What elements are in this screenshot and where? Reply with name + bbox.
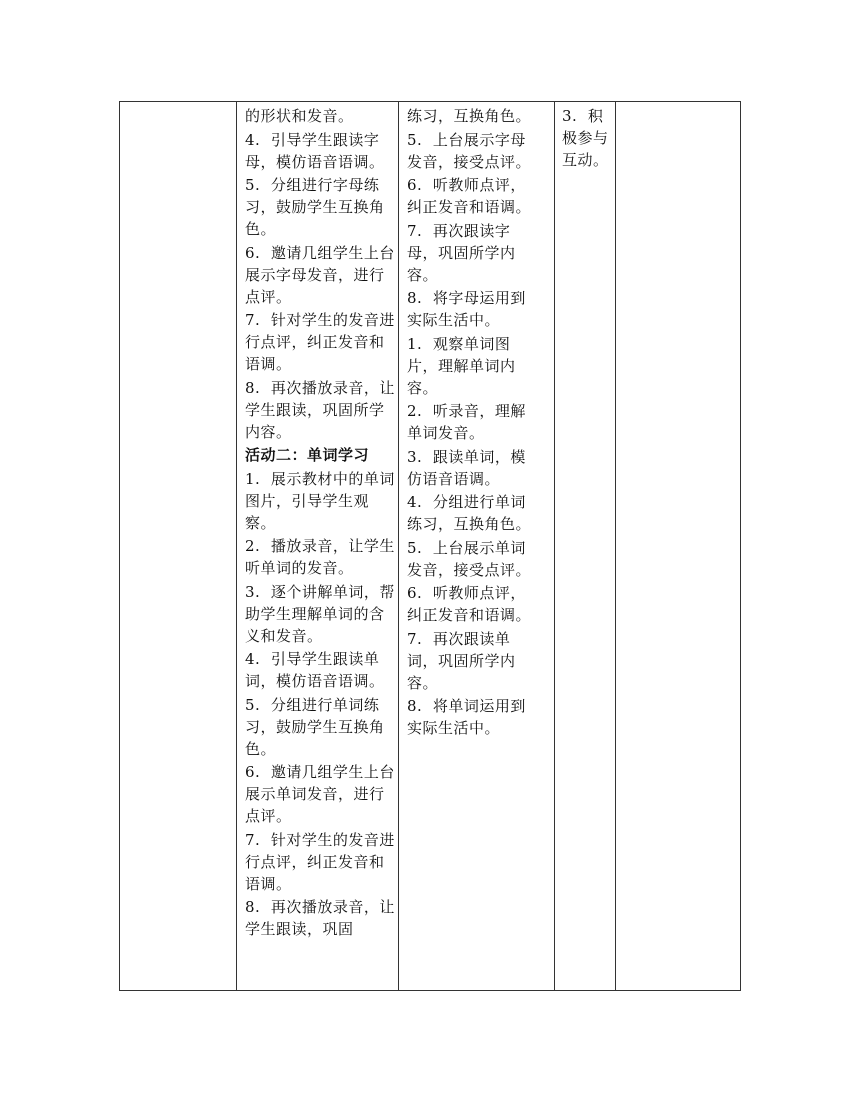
- student-activity-item: 8. 将单词运用到实际生活中。: [407, 697, 526, 737]
- teacher-activity-item: 5. 分组进行字母练习，鼓励学生互换角色。: [245, 176, 385, 238]
- teacher-activity-item: 7. 针对学生的发音进行点评，纠正发音和语调。: [245, 311, 395, 373]
- column-divider: [236, 102, 237, 990]
- student-activity-item: 8. 将字母运用到实际生活中。: [407, 289, 526, 329]
- student-activities-cell: [407, 105, 537, 741]
- student-activity-item: 5. 上台展示单词发音，接受点评。: [407, 538, 532, 579]
- teacher-activity-item: 5. 分组进行单词练习，鼓励学生互换角色。: [245, 695, 385, 758]
- student-activity-item: 3. 跟读单词，模仿语音语调。: [407, 447, 526, 488]
- teacher-activity-item: 1. 展示教材中的单词图片，引导学生观察。: [245, 469, 395, 532]
- column-divider: [615, 102, 616, 990]
- teacher-activity-item: 3. 逐个讲解单词，帮助学生理解单词的含义和发音。: [245, 582, 395, 645]
- student-activity-item: 4. 分组进行单词练习，互换角色。: [407, 493, 532, 533]
- teacher-activity-item: 2. 播放录音，让学生听单词的发音。: [245, 537, 395, 577]
- teacher-activity-item: 8. 再次播放录音，让学生跟读，巩固所学内容。: [245, 378, 395, 441]
- student-activity-item: 练习，互换角色。: [407, 107, 532, 125]
- teacher-activity-item: 8. 再次播放录音，让学生跟读，巩固: [245, 898, 395, 938]
- section-heading: 活动二：单词学习: [245, 446, 370, 464]
- teacher-activity-item: 4. 引导学生跟读字母，模仿语音语调。: [245, 130, 385, 171]
- teacher-activity-item: 4. 引导学生跟读单词，模仿语音语调。: [245, 650, 385, 690]
- evaluation-text: 3. 积极参与互动。: [562, 107, 609, 169]
- column-divider: [554, 102, 555, 990]
- student-activity-item: 7. 再次跟读单词，巩固所学内容。: [407, 629, 516, 692]
- student-activity-item: 1. 观察单词图片，理解单词内容。: [407, 334, 516, 397]
- lesson-plan-table: [119, 101, 741, 991]
- teacher-activity-item: 的形状和发音。: [245, 107, 354, 125]
- student-activity-item: 5. 上台展示字母发音，接受点评。: [407, 130, 532, 171]
- evaluation-cell: [562, 105, 616, 173]
- student-activity-item: 7. 再次跟读字母，巩固所学内容。: [407, 221, 516, 284]
- teacher-activity-item: 6. 邀请几组学生上台展示字母发音，进行点评。: [245, 243, 395, 306]
- teacher-activity-item: 6. 邀请几组学生上台展示单词发音，进行点评。: [245, 763, 395, 825]
- teacher-activities-cell: [245, 105, 397, 942]
- column-divider: [398, 102, 399, 990]
- student-activity-item: 6. 听教师点评，纠正发音和语调。: [407, 584, 532, 624]
- student-activity-item: 2. 听录音，理解单词发音。: [407, 402, 526, 442]
- student-activity-item: 6. 听教师点评，纠正发音和语调。: [407, 176, 532, 216]
- teacher-activity-item: 7. 针对学生的发音进行点评，纠正发音和语调。: [245, 830, 395, 893]
